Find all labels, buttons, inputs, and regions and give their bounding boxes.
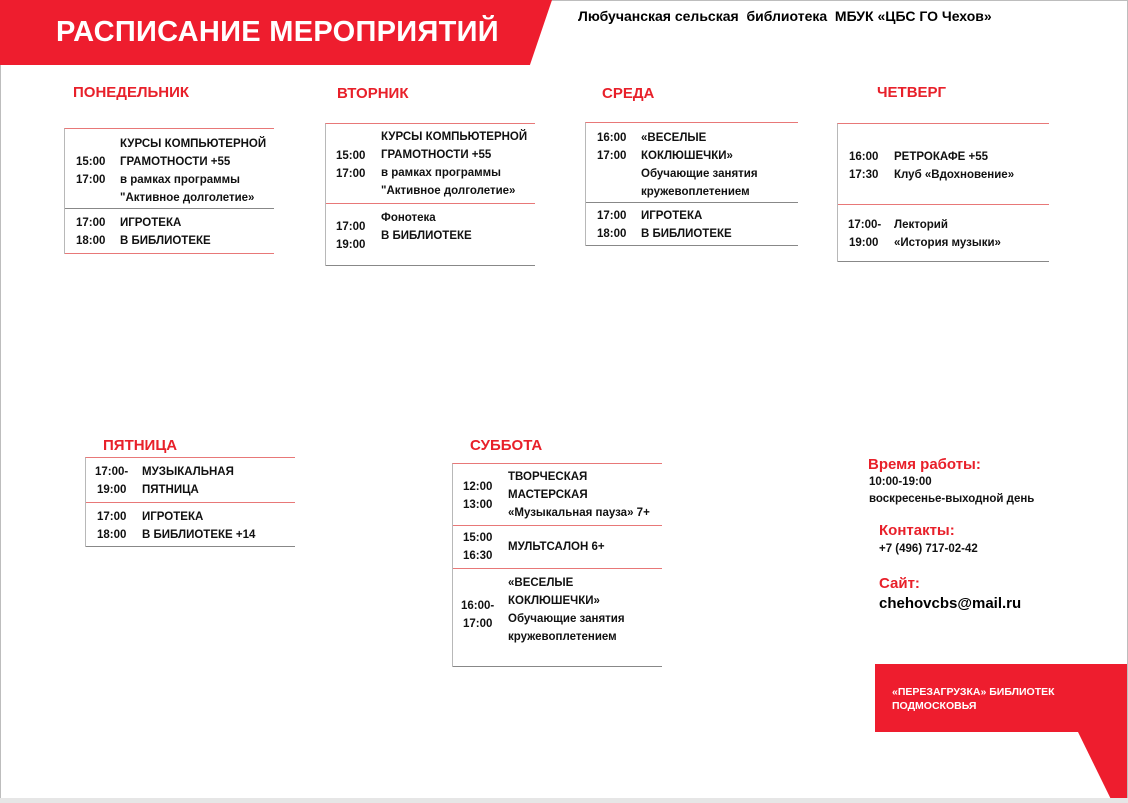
working-hours-text [869, 474, 1034, 508]
event-time: 17:00 18:00 [97, 511, 127, 541]
table-row [586, 123, 798, 203]
day-title-wednesday: СРЕДА [602, 85, 655, 102]
schedule-table-thursday [837, 123, 1049, 262]
event-description: Лекторий «История музыки» [894, 219, 1001, 249]
working-hours-title: Время работы: [868, 456, 981, 473]
day-title-thursday: ЧЕТВЕРГ [877, 84, 947, 101]
event-description: ИГРОТЕКА В БИБЛИОТЕКЕ [120, 217, 211, 247]
table-row [326, 204, 535, 266]
promo-banner [875, 664, 1127, 732]
event-time: 16:00- 17:00 [461, 600, 495, 630]
schedule-table-saturday [452, 463, 662, 667]
event-time: 15:00 16:30 [463, 532, 493, 562]
event-description: МУЛЬТСАЛОН 6+ [508, 541, 605, 553]
day-title-saturday: СУББОТА [470, 437, 543, 454]
event-description: КУРСЫ КОМПЬЮТЕРНОЙ ГРАМОТНОСТИ +55 в рамках программы "Активное долголетие» [381, 131, 528, 197]
page-title: РАСПИСАНИЕ МЕРОПРИЯТИЙ [56, 16, 499, 48]
event-description: МУЗЫКАЛЬНАЯ ПЯТНИЦА [142, 466, 234, 496]
working-hours-note: воскресенье-выходной день [869, 493, 1035, 505]
table-row [65, 129, 274, 209]
event-time: 15:00 17:00 [76, 156, 106, 186]
event-description: ИГРОТЕКА В БИБЛИОТЕКЕ [641, 210, 732, 240]
event-description: «ВЕСЕЛЫЕ КОКЛЮШЕЧКИ» Обучающие занятия кружевоплетением [508, 577, 625, 643]
table-row [65, 209, 274, 254]
table-row [453, 526, 662, 569]
event-time: 17:00 19:00 [336, 221, 366, 251]
organization-name: Любучанская сельская библиотека МБУК «ЦБС ГО Чехов» [578, 8, 992, 24]
table-row [453, 464, 662, 526]
event-description: Фонотека В БИБЛИОТЕКЕ [381, 212, 472, 242]
schedule-table-tuesday [325, 123, 535, 266]
event-time: 17:00 18:00 [76, 217, 106, 247]
table-row [838, 205, 1049, 262]
day-title-friday: ПЯТНИЦА [103, 437, 178, 454]
contacts-title: Контакты: [879, 522, 955, 539]
schedule-table-wednesday [585, 122, 798, 246]
table-row [838, 124, 1049, 205]
day-title-tuesday: ВТОРНИК [337, 85, 409, 102]
working-hours-time: 10:00-19:00 [869, 476, 932, 488]
bottom-strip [0, 798, 1128, 803]
contact-email-link[interactable]: chehovcbs@mail.ru [879, 595, 1022, 612]
event-description: ТВОРЧЕСКАЯ МАСТЕРСКАЯ «Музыкальная пауза» 7+ [508, 471, 650, 519]
table-row [86, 458, 295, 503]
table-row [586, 203, 798, 246]
event-time: 17:00- 19:00 [848, 219, 882, 249]
table-row [453, 569, 662, 667]
promo-text: «ПЕРЕЗАГРУЗКА» БИБЛИОТЕК ПОДМОСКОВЬЯ [892, 686, 1055, 712]
event-time: 17:00 18:00 [597, 210, 627, 240]
day-title-monday: ПОНЕДЕЛЬНИК [73, 84, 190, 101]
event-time: 17:00- 19:00 [95, 466, 129, 496]
event-time: 16:00 17:00 [597, 132, 627, 162]
event-time: 12:00 13:00 [463, 481, 493, 511]
event-time: 16:00 17:30 [849, 151, 879, 181]
table-row [326, 124, 535, 204]
event-description: «ВЕСЕЛЫЕ КОКЛЮШЕЧКИ» Обучающие занятия кружевоплетением [641, 132, 758, 198]
table-row [86, 503, 295, 547]
schedule-table-friday [85, 457, 295, 547]
event-time: 15:00 17:00 [336, 150, 366, 180]
site-title: Сайт: [879, 575, 920, 592]
event-description: КУРСЫ КОМПЬЮТЕРНОЙ ГРАМОТНОСТИ +55 в рамках программы "Активное долголетие» [120, 138, 267, 204]
schedule-table-monday [64, 128, 274, 254]
contact-phone[interactable]: +7 (496) 717-02-42 [879, 543, 978, 555]
event-description: РЕТРОКАФЕ +55 Клуб «Вдохновение» [894, 151, 1015, 181]
event-description: ИГРОТЕКА В БИБЛИОТЕКЕ +14 [142, 511, 256, 541]
